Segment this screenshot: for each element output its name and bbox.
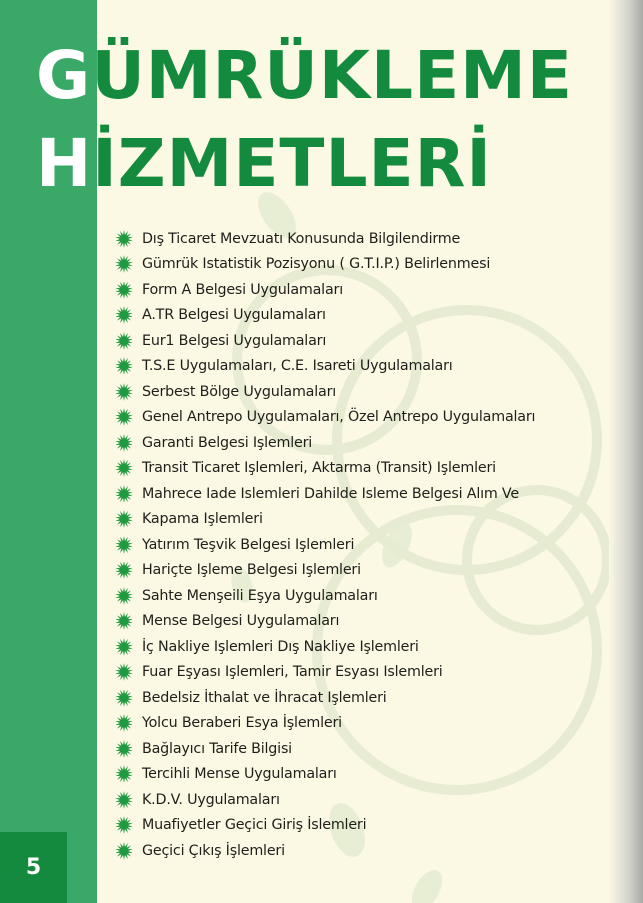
service-item-text: Transit Ticaret Işlemleri, Aktarma (Transit) Işlemleri (142, 460, 496, 477)
list-item (115, 481, 535, 507)
service-list (115, 226, 535, 864)
service-item-text: T.S.E Uygulamaları, C.E. Isareti Uygulamaları (142, 358, 453, 375)
list-item (115, 558, 535, 584)
starburst-icon (115, 230, 133, 248)
list-item (115, 609, 535, 635)
service-item-text: Eur1 Belgesi Uygulamaları (142, 332, 327, 349)
list-item (115, 787, 535, 813)
list-item (115, 532, 535, 558)
service-item-text: Bedelsiz İthalat ve İhracat Işlemleri (142, 689, 387, 706)
list-item (115, 660, 535, 686)
service-item-text: K.D.V. Uygulamaları (142, 791, 280, 808)
service-item-text: Bağlayıcı Tarife Bilgisi (142, 740, 292, 757)
starburst-icon (115, 485, 133, 503)
service-item-text: Form A Belgesi Uygulamaları (142, 281, 343, 298)
service-item-text: Muafiyetler Geçici Giriş İslemleri (142, 817, 367, 834)
service-item-text: Garanti Belgesi Işlemleri (142, 434, 313, 451)
page-number: 5 (25, 855, 42, 880)
starburst-icon (115, 459, 133, 477)
list-item (115, 430, 535, 456)
starburst-icon (115, 765, 133, 783)
starburst-icon (115, 536, 133, 554)
title-line-1-rest: ÜMRÜKLEME (91, 37, 573, 114)
service-item-text: Dış Ticaret Mevzuatı Konusunda Bilgilendirme (142, 230, 461, 247)
starburst-icon (115, 332, 133, 350)
service-item-text: Serbest Bölge Uygulamaları (142, 383, 337, 400)
starburst-icon (115, 255, 133, 273)
list-item (115, 634, 535, 660)
starburst-icon (115, 791, 133, 809)
title-line-2 (36, 124, 492, 204)
service-item-text: Genel Antrepo Uygulamaları, Özel Antrepo Uygulamaları (142, 409, 536, 426)
list-item (115, 456, 535, 482)
starburst-icon (115, 357, 133, 375)
service-item-text: Geçici Çıkış İşlemleri (142, 842, 285, 859)
starburst-icon (115, 689, 133, 707)
starburst-icon (115, 714, 133, 732)
list-item (115, 736, 535, 762)
starburst-icon (115, 663, 133, 681)
service-item-text: A.TR Belgesi Uygulamaları (142, 307, 326, 324)
starburst-icon (115, 842, 133, 860)
starburst-icon (115, 306, 133, 324)
list-item (115, 303, 535, 329)
list-item (115, 813, 535, 839)
page-number-box (0, 832, 67, 903)
title-line-2-initial: H (36, 125, 93, 202)
list-item (115, 354, 535, 380)
starburst-icon (115, 561, 133, 579)
list-item (115, 252, 535, 278)
service-item-text: İç Nakliye Işlemleri Dış Nakliye Işlemleri (142, 638, 419, 655)
starburst-icon (115, 408, 133, 426)
starburst-icon (115, 587, 133, 605)
service-item-text: Mense Belgesi Uygulamaları (142, 613, 340, 630)
title-line-2-rest: İZMETLERİ (92, 125, 492, 202)
service-item-text: Mahrece Iade Islemleri Dahilde Isleme Belgesi Alım Ve (142, 485, 520, 502)
service-item-text: Hariçte Işleme Belgesi Işlemleri (142, 562, 361, 579)
starburst-icon (115, 638, 133, 656)
service-item-text: Yatırım Teşvik Belgesi Işlemleri (142, 536, 355, 553)
list-item (115, 226, 535, 252)
list-item (115, 838, 535, 864)
list-item (115, 711, 535, 737)
starburst-icon (115, 816, 133, 834)
starburst-icon (115, 510, 133, 528)
list-item (115, 328, 535, 354)
list-item (115, 379, 535, 405)
service-item-text: Fuar Eşyası Işlemleri, Tamir Esyası Islemleri (142, 664, 443, 681)
starburst-icon (115, 281, 133, 299)
service-item-text: Tercihli Mense Uygulamaları (142, 766, 337, 783)
starburst-icon (115, 383, 133, 401)
service-item-text: Kapama Işlemleri (142, 511, 263, 528)
list-item (115, 405, 535, 431)
starburst-icon (115, 434, 133, 452)
right-page-shadow (609, 0, 643, 903)
service-item-text: Gümrük Istatistik Pozisyonu ( G.T.I.P.) Belirlenmesi (142, 256, 491, 273)
service-item-text: Sahte Menşeili Eşya Uygulamaları (142, 587, 378, 604)
list-item (115, 685, 535, 711)
list-item (115, 507, 535, 533)
starburst-icon (115, 740, 133, 758)
starburst-icon (115, 612, 133, 630)
list-item (115, 762, 535, 788)
list-item (115, 583, 535, 609)
title-line-1 (36, 36, 573, 116)
list-item (115, 277, 535, 303)
service-item-text: Yolcu Beraberi Esya İşlemleri (142, 715, 342, 732)
title-line-1-initial: G (36, 37, 92, 114)
